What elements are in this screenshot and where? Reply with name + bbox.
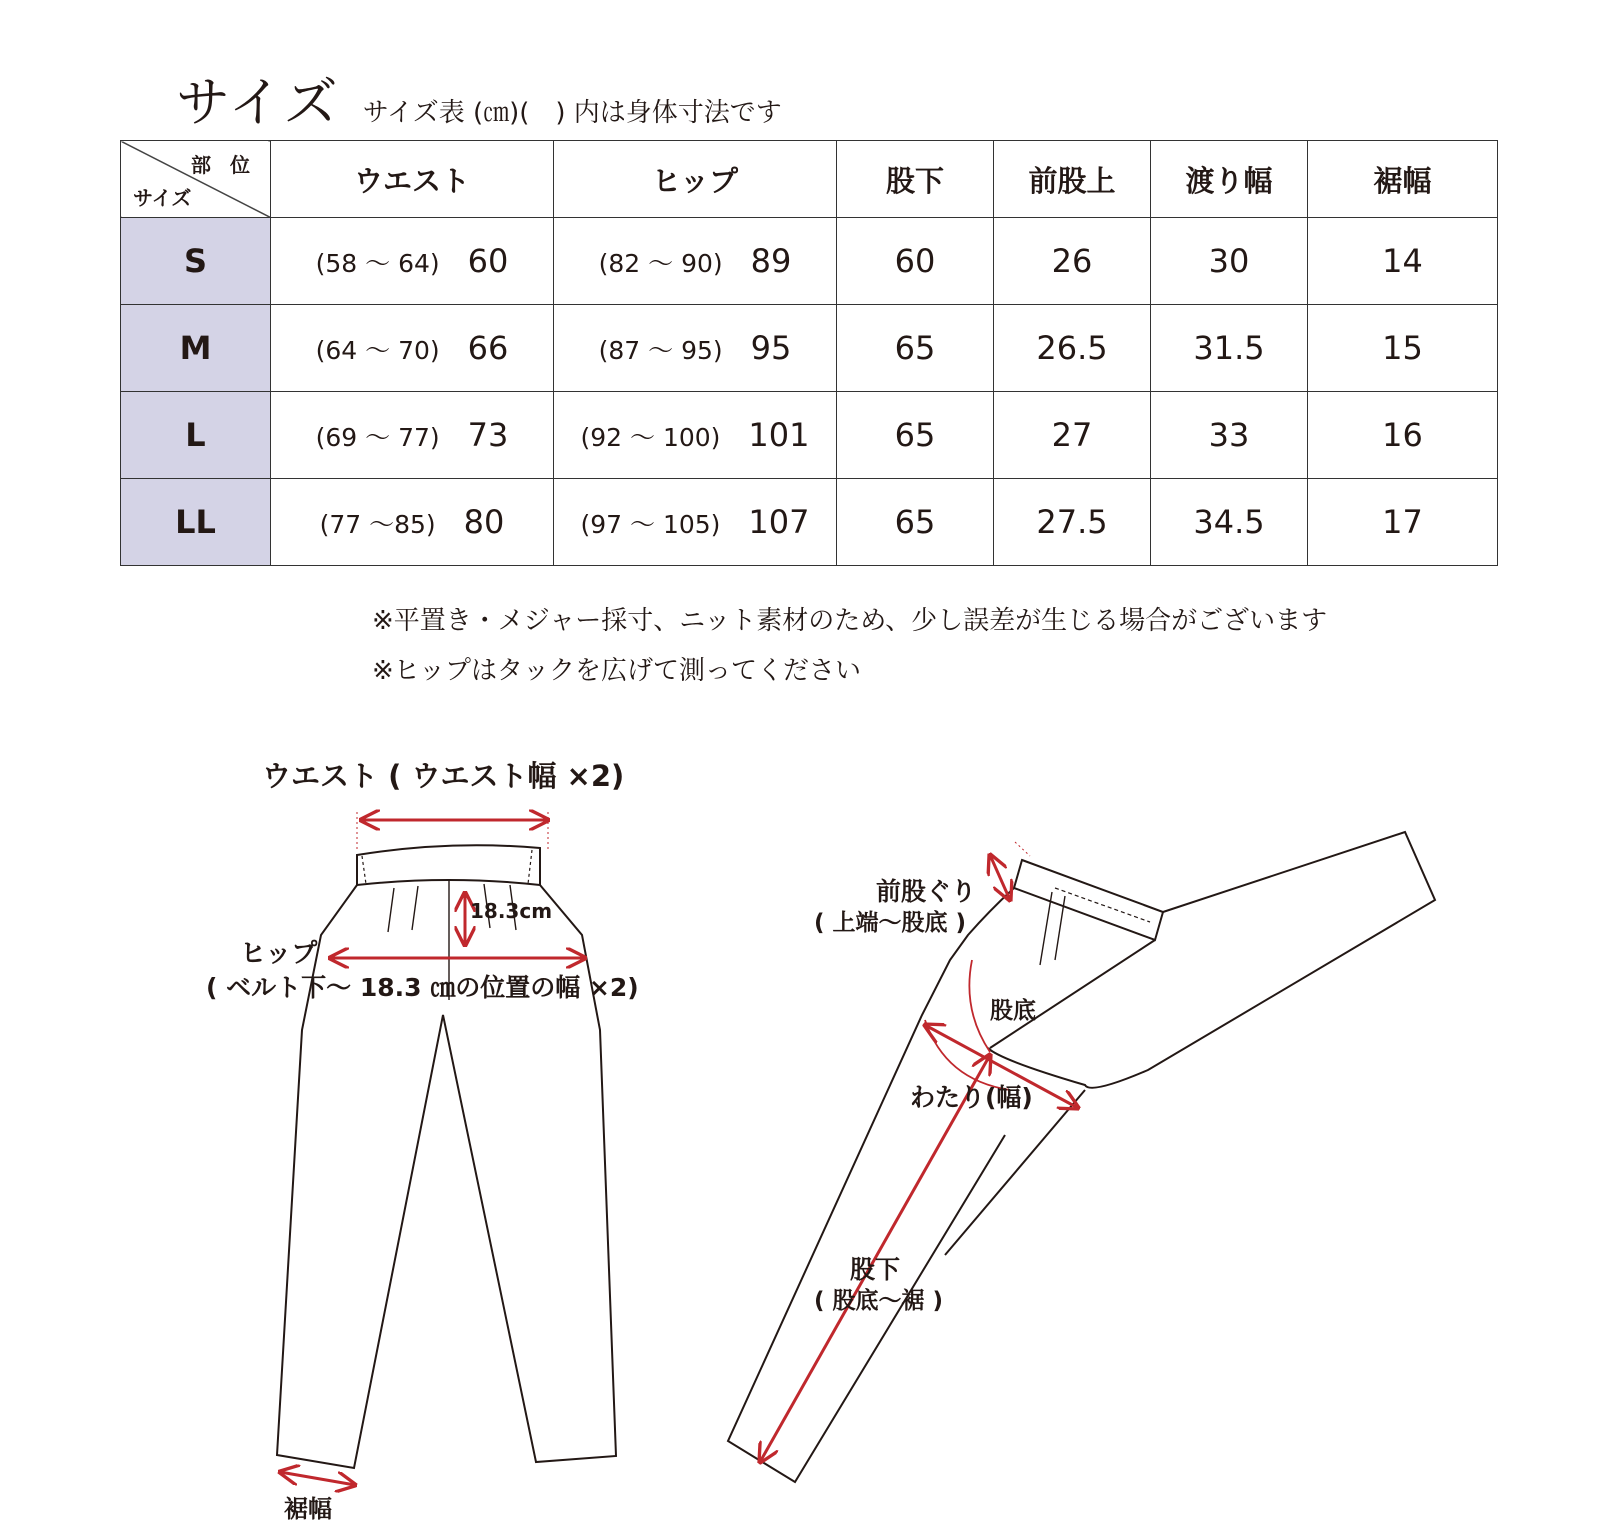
- hip-value: 101: [748, 416, 810, 454]
- table-row: [121, 305, 1498, 392]
- hem-value: 17: [1308, 479, 1498, 566]
- hem-value: 15: [1308, 305, 1498, 392]
- header-thigh: 渡り幅: [1151, 141, 1308, 218]
- waist-range: (58 ～ 64): [315, 249, 440, 278]
- front-rise-diagram-label: 前股ぐり: [876, 877, 977, 906]
- hip-depth-label: 18.3cm: [470, 899, 553, 923]
- header-front-rise: 前股上: [994, 141, 1151, 218]
- waist-cell: [271, 392, 554, 479]
- table-header-row: [121, 141, 1498, 218]
- size-table: [120, 140, 1498, 566]
- page-subtitle: サイズ表 (㎝)( ) 内は身体寸法です: [362, 98, 782, 128]
- header-hip: ヒップ: [554, 141, 837, 218]
- hip-diagram-label: ヒップ: [240, 939, 318, 969]
- note-measurement: ※平置き・メジャー採寸、ニット素材のため、少し誤差が生じる場合がございます: [372, 606, 1328, 636]
- front-rise-diagram-note: ( 上端～股底 ): [814, 910, 967, 936]
- table-row: [121, 218, 1498, 305]
- waist-diagram-label: ウエスト ( ウエスト幅 ×2): [262, 759, 625, 793]
- hip-value: 107: [748, 503, 810, 541]
- hip-range: (92 ～ 100): [580, 423, 721, 452]
- hip-range: (82 ～ 90): [598, 249, 723, 278]
- page-title: サイズ: [176, 71, 340, 134]
- thigh-diagram-label: わたり(幅): [910, 1083, 1033, 1112]
- waist-value: 80: [463, 503, 505, 541]
- thigh-value: 31.5: [1151, 305, 1308, 392]
- corner-part-label: 部 位: [191, 153, 256, 177]
- header-inseam: 股下: [837, 141, 994, 218]
- waist-cell: [271, 218, 554, 305]
- front-rise-value: 26.5: [994, 305, 1151, 392]
- front-rise-value: 26: [994, 218, 1151, 305]
- hip-cell: [554, 305, 837, 392]
- thigh-value: 33: [1151, 392, 1308, 479]
- inseam-diagram-note: ( 股底～裾 ): [814, 1288, 944, 1314]
- table-corner-cell: [121, 141, 271, 218]
- inseam-diagram-label: 股下: [850, 1255, 901, 1284]
- hip-cell: [554, 218, 837, 305]
- waist-range: (64 ～ 70): [315, 336, 440, 365]
- hem-diagram-label: 裾幅: [284, 1495, 332, 1523]
- hip-range: (97 ～ 105): [580, 510, 721, 539]
- front-rise-value: 27.5: [994, 479, 1151, 566]
- hem-value: 14: [1308, 218, 1498, 305]
- crotch-diagram-label: 股底: [990, 998, 1036, 1024]
- note-hip: ※ヒップはタックを広げて測ってください: [372, 656, 862, 686]
- hip-value: 95: [750, 329, 792, 367]
- hip-diagram-note: ( ベルト下～ 18.3 ㎝の位置の幅 ×2): [206, 973, 639, 1002]
- waist-value: 66: [467, 329, 509, 367]
- hip-cell: [554, 479, 837, 566]
- notes: [372, 596, 1327, 696]
- header-hem: 裾幅: [1308, 141, 1498, 218]
- hip-range: (87 ～ 95): [598, 336, 723, 365]
- waist-value: 60: [467, 242, 509, 280]
- thigh-value: 34.5: [1151, 479, 1308, 566]
- size-label: S: [121, 218, 271, 305]
- waist-range: (77 ～85): [319, 510, 436, 539]
- header-waist: ウエスト: [271, 141, 554, 218]
- waist-range: (69 ～ 77): [315, 423, 440, 452]
- measurement-diagram: [0, 700, 1600, 1532]
- size-label: M: [121, 305, 271, 392]
- inseam-value: 65: [837, 305, 994, 392]
- corner-size-label: サイズ: [133, 186, 192, 210]
- waist-value: 73: [467, 416, 509, 454]
- size-label: L: [121, 392, 271, 479]
- inseam-value: 65: [837, 479, 994, 566]
- thigh-value: 30: [1151, 218, 1308, 305]
- hip-cell: [554, 392, 837, 479]
- table-row: [121, 479, 1498, 566]
- table-row: [121, 392, 1498, 479]
- inseam-value: 65: [837, 392, 994, 479]
- page-header: [176, 60, 782, 137]
- pants-front-view: [277, 845, 616, 1468]
- waist-cell: [271, 479, 554, 566]
- inseam-value: 60: [837, 218, 994, 305]
- hip-value: 89: [750, 242, 792, 280]
- size-label: LL: [121, 479, 271, 566]
- front-rise-value: 27: [994, 392, 1151, 479]
- waist-cell: [271, 305, 554, 392]
- hem-value: 16: [1308, 392, 1498, 479]
